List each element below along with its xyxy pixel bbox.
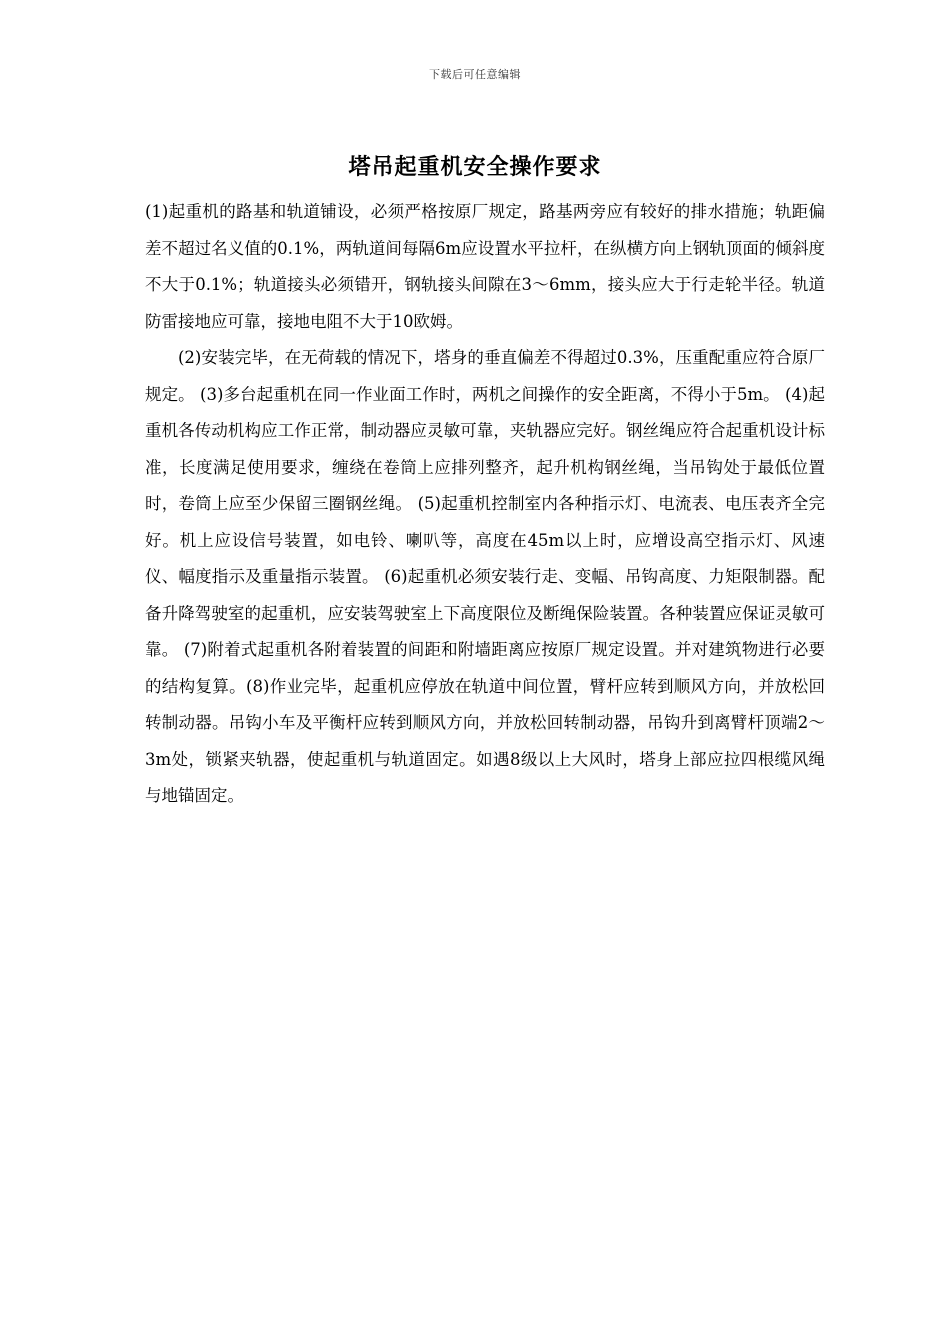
page-title: 塔吊起重机安全操作要求 bbox=[348, 154, 602, 180]
header-note: 下载后可任意编辑 bbox=[429, 68, 521, 81]
document-body bbox=[145, 194, 825, 815]
paragraph-2: (2)安装完毕，在无荷载的情况下，塔身的垂直偏差不得超过0.3%，压重配重应符合原厂规定。 (3)多台起重机在同一作业面工作时，两机之间操作的安全距离，不得小于5m。 (4)起重机各传动机构应工作正常，制动器应灵敏可靠，夹轨器应完好。钢丝绳应符合起重机设计标准，长度满足使用要求，缠绕在卷筒上应排列整齐，起升机构钢丝绳，当吊钩处于最低位置时，卷筒上应至少保留三圈钢丝绳。 (5)起重机控制室内各种指示灯、电流表、电压表齐全完好。机上应设信号装置，如电铃、喇叭等，高度在45m以上时，应增设高空指示灯、风速仪、幅度指示及重量指示装置。 (6)起重机必须安装行走、变幅、吊钩高度、力矩限制器。配备升降驾驶室的起重机，应安装驾驶室上下高度限位及断绳保险装置。各种装置应保证灵敏可靠。 (7)附着式起重机各附着装置的间距和附墙距离应按原厂规定设置。并对建筑物进行必要的结构复算。(8)作业完毕，起重机应停放在轨道中间位置，臂杆应转到顺风方向，并放松回转制动器。吊钩小车及平衡杆应转到顺风方向，并放松回转制动器，吊钩升到离臂杆顶端2～3m处，锁紧夹轨器，使起重机与轨道固定。如遇8级以上大风时，塔身上部应拉四根缆风绳与地锚固定。 bbox=[145, 348, 825, 805]
paragraph-1: (1)起重机的路基和轨道铺设，必须严格按原厂规定，路基两旁应有较好的排水措施；轨距偏差不超过名义值的0.1%，两轨道间每隔6m应设置水平拉杆，在纵横方向上钢轨顶面的倾斜度不大于0.1%；轨道接头必须错开，钢轨接头间隙在3～6mm，接头应大于行走轮半径。轨道防雷接地应可靠，接地电阻不大于10欧姆。 bbox=[145, 202, 825, 331]
